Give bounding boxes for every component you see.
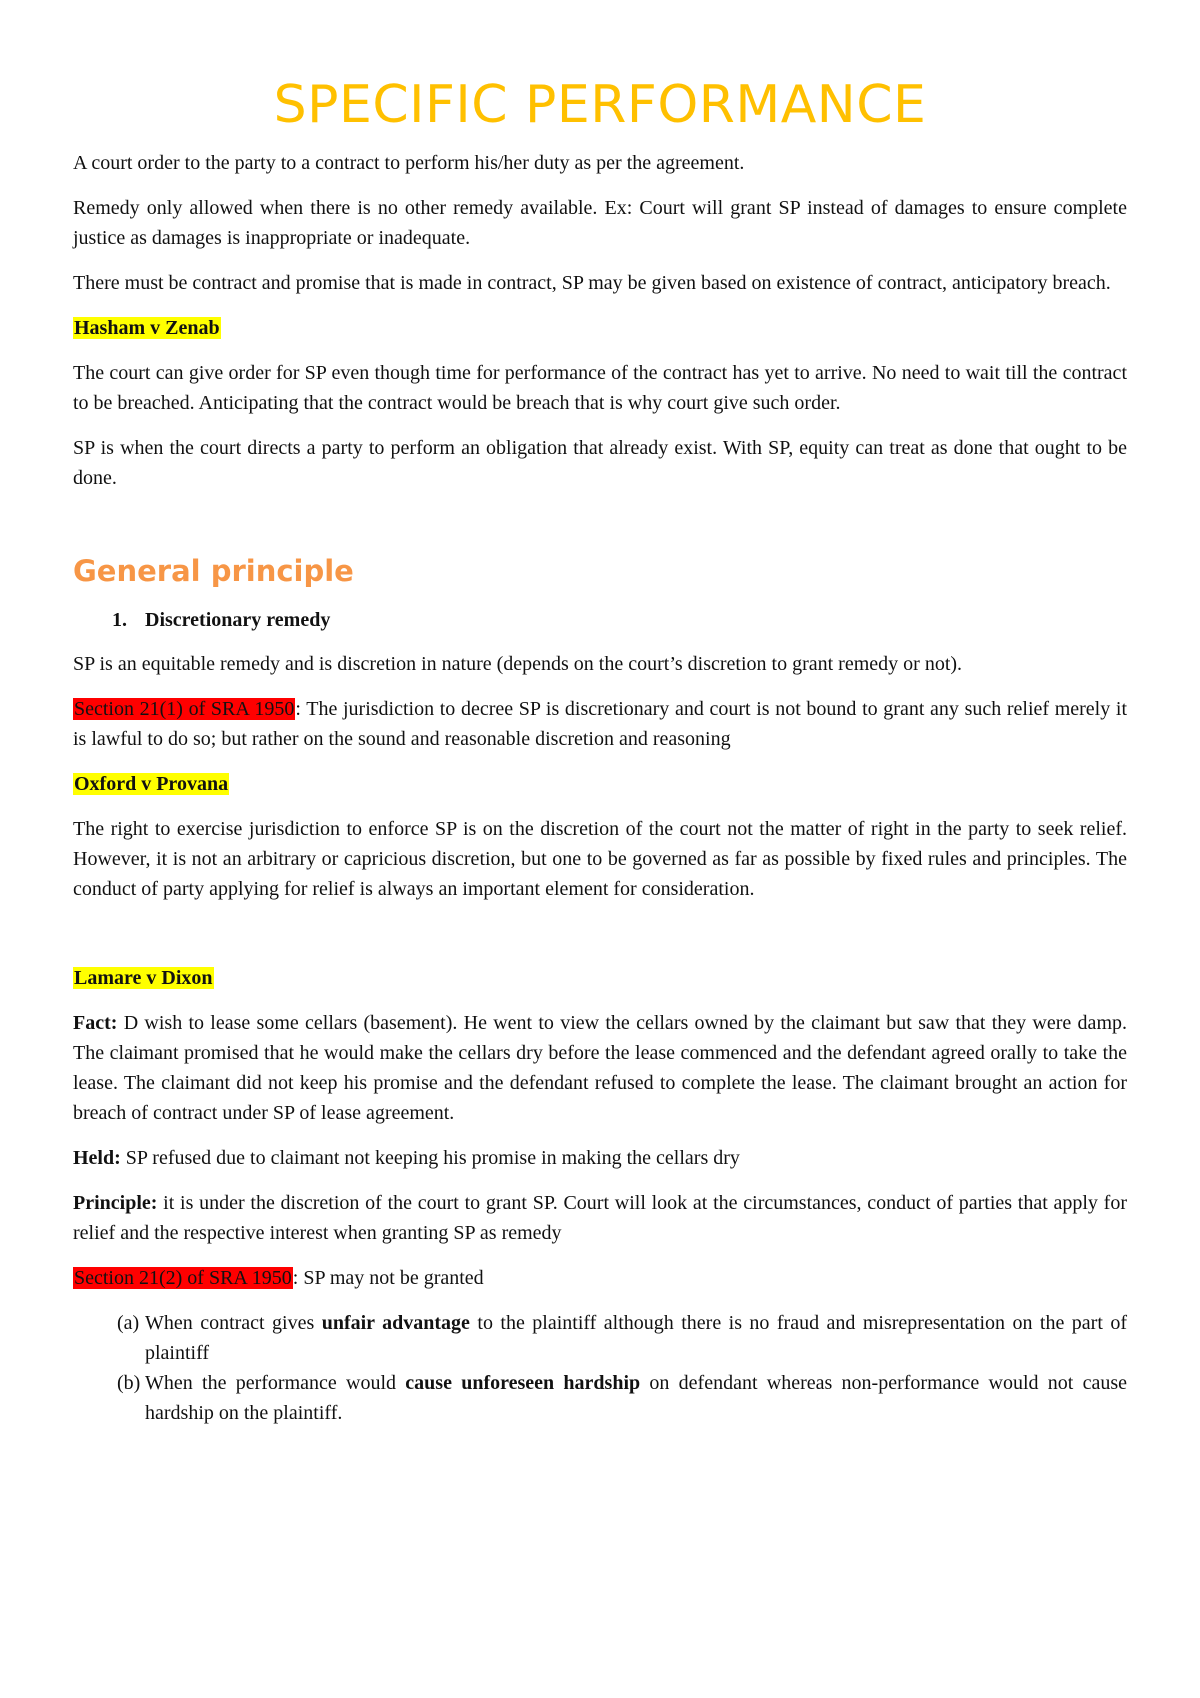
hasham-paragraph-1: The court can give order for SP even though time for performance of the contract has yet to arrive. No need to wait till the contract to be breached. Anticipating that the contract would be breach that is why court give such order. <box>73 362 1127 414</box>
list-item-emphasis: cause unforeseen hardship <box>405 1372 641 1394</box>
list-item-label: (b) <box>117 1372 141 1394</box>
principle-label: Principle: <box>73 1192 158 1214</box>
section-21-2-paragraph <box>73 1263 1127 1293</box>
section-21-1-paragraph <box>73 694 1127 754</box>
intro-paragraph-1: A court order to the party to a contract to perform his/her duty as per the agreement. <box>73 152 745 174</box>
case-name-highlight: Hasham v Zenab <box>74 317 220 339</box>
list-item-text: When the performance would <box>145 1372 406 1394</box>
lamare-principle-paragraph <box>73 1188 1127 1248</box>
fact-text: D wish to lease some cellars (basement). He went to view the cellars owned by the claimant but saw that they were damp. The claimant promised that he would make the cellars dry before the lease commenced and the defendant agreed orally to take the lease. The claimant did not keep his promise and the defendant refused to complete the lease. The claimant brought an action for breach of contract under SP of lease agreement. <box>73 1012 1127 1124</box>
statute-text: : SP may not be granted <box>292 1267 484 1289</box>
list-item-label: (a) <box>117 1312 140 1334</box>
case-heading-lamare <box>73 963 1127 993</box>
general-paragraph-1: SP is an equitable remedy and is discretion in nature (depends on the court’s discretion to grant remedy or not). <box>73 653 963 675</box>
principle-text: it is under the discretion of the court to grant SP. Court will look at the circumstances, conduct of parties that apply for relief and the respective interest when granting SP as remedy <box>73 1192 1127 1244</box>
held-label: Held: <box>73 1147 121 1169</box>
numbered-item-discretionary-remedy <box>73 605 1127 635</box>
item-number: 1. <box>112 609 127 631</box>
page-title: SPECIFIC PERFORMANCE <box>273 75 927 135</box>
statute-highlight: Section 21(1) of SRA 1950 <box>74 698 295 720</box>
oxford-paragraph-1: The right to exercise jurisdiction to enforce SP is on the discretion of the court not the matter of right in the party to seek relief. However, it is not an arbitrary or capricious discretion, but one to be governed as far as possible by fixed rules and principles. The conduct of party applying for relief is always an important element for consideration. <box>73 818 1127 900</box>
statute-text: : The jurisdiction to decree SP is discretionary and court is not bound to grant any such relief merely it is lawful to do so; but rather on the sound and reasonable discretion and reasoning <box>73 698 1128 750</box>
statute-highlight: Section 21(2) of SRA 1950 <box>74 1267 292 1289</box>
list-item-text: on defendant whereas non-performance would not cause hardship on the plaintiff. <box>145 1372 1128 1424</box>
section-heading-general-principle: General principle <box>73 554 354 588</box>
lamare-fact-paragraph <box>73 1008 1127 1128</box>
list-item-emphasis: unfair advantage <box>321 1312 470 1334</box>
spacer <box>73 919 1127 963</box>
fact-label: Fact: <box>73 1012 118 1034</box>
hasham-paragraph-2: SP is when the court directs a party to perform an obligation that already exist. With SP, equity can treat as done that ought to be done. <box>73 437 1127 489</box>
case-name-highlight: Lamare v Dixon <box>74 967 213 989</box>
list-item <box>73 1308 1127 1368</box>
lamare-held-paragraph <box>73 1143 1127 1173</box>
list-item-text: to the plaintiff although there is no fraud and misrepresentation on the part of plaintiff <box>145 1312 1128 1364</box>
held-text: SP refused due to claimant not keeping his promise in making the cellars dry <box>120 1147 740 1169</box>
item-label: Discretionary remedy <box>145 609 331 631</box>
intro-paragraph-3: There must be contract and promise that is made in contract, SP may be given based on existence of contract, anticipatory breach. <box>73 272 1111 294</box>
list-item <box>73 1368 1127 1428</box>
list-item-text: When contract gives <box>145 1312 322 1334</box>
case-heading-oxford <box>73 769 1127 799</box>
case-name-highlight: Oxford v Provana <box>74 773 229 795</box>
case-heading-hasham <box>73 313 1127 343</box>
intro-paragraph-2: Remedy only allowed when there is no other remedy available. Ex: Court will grant SP instead of damages to ensure complete justice as damages is inappropriate or inadequate. <box>73 197 1127 249</box>
lettered-list <box>73 1308 1127 1428</box>
